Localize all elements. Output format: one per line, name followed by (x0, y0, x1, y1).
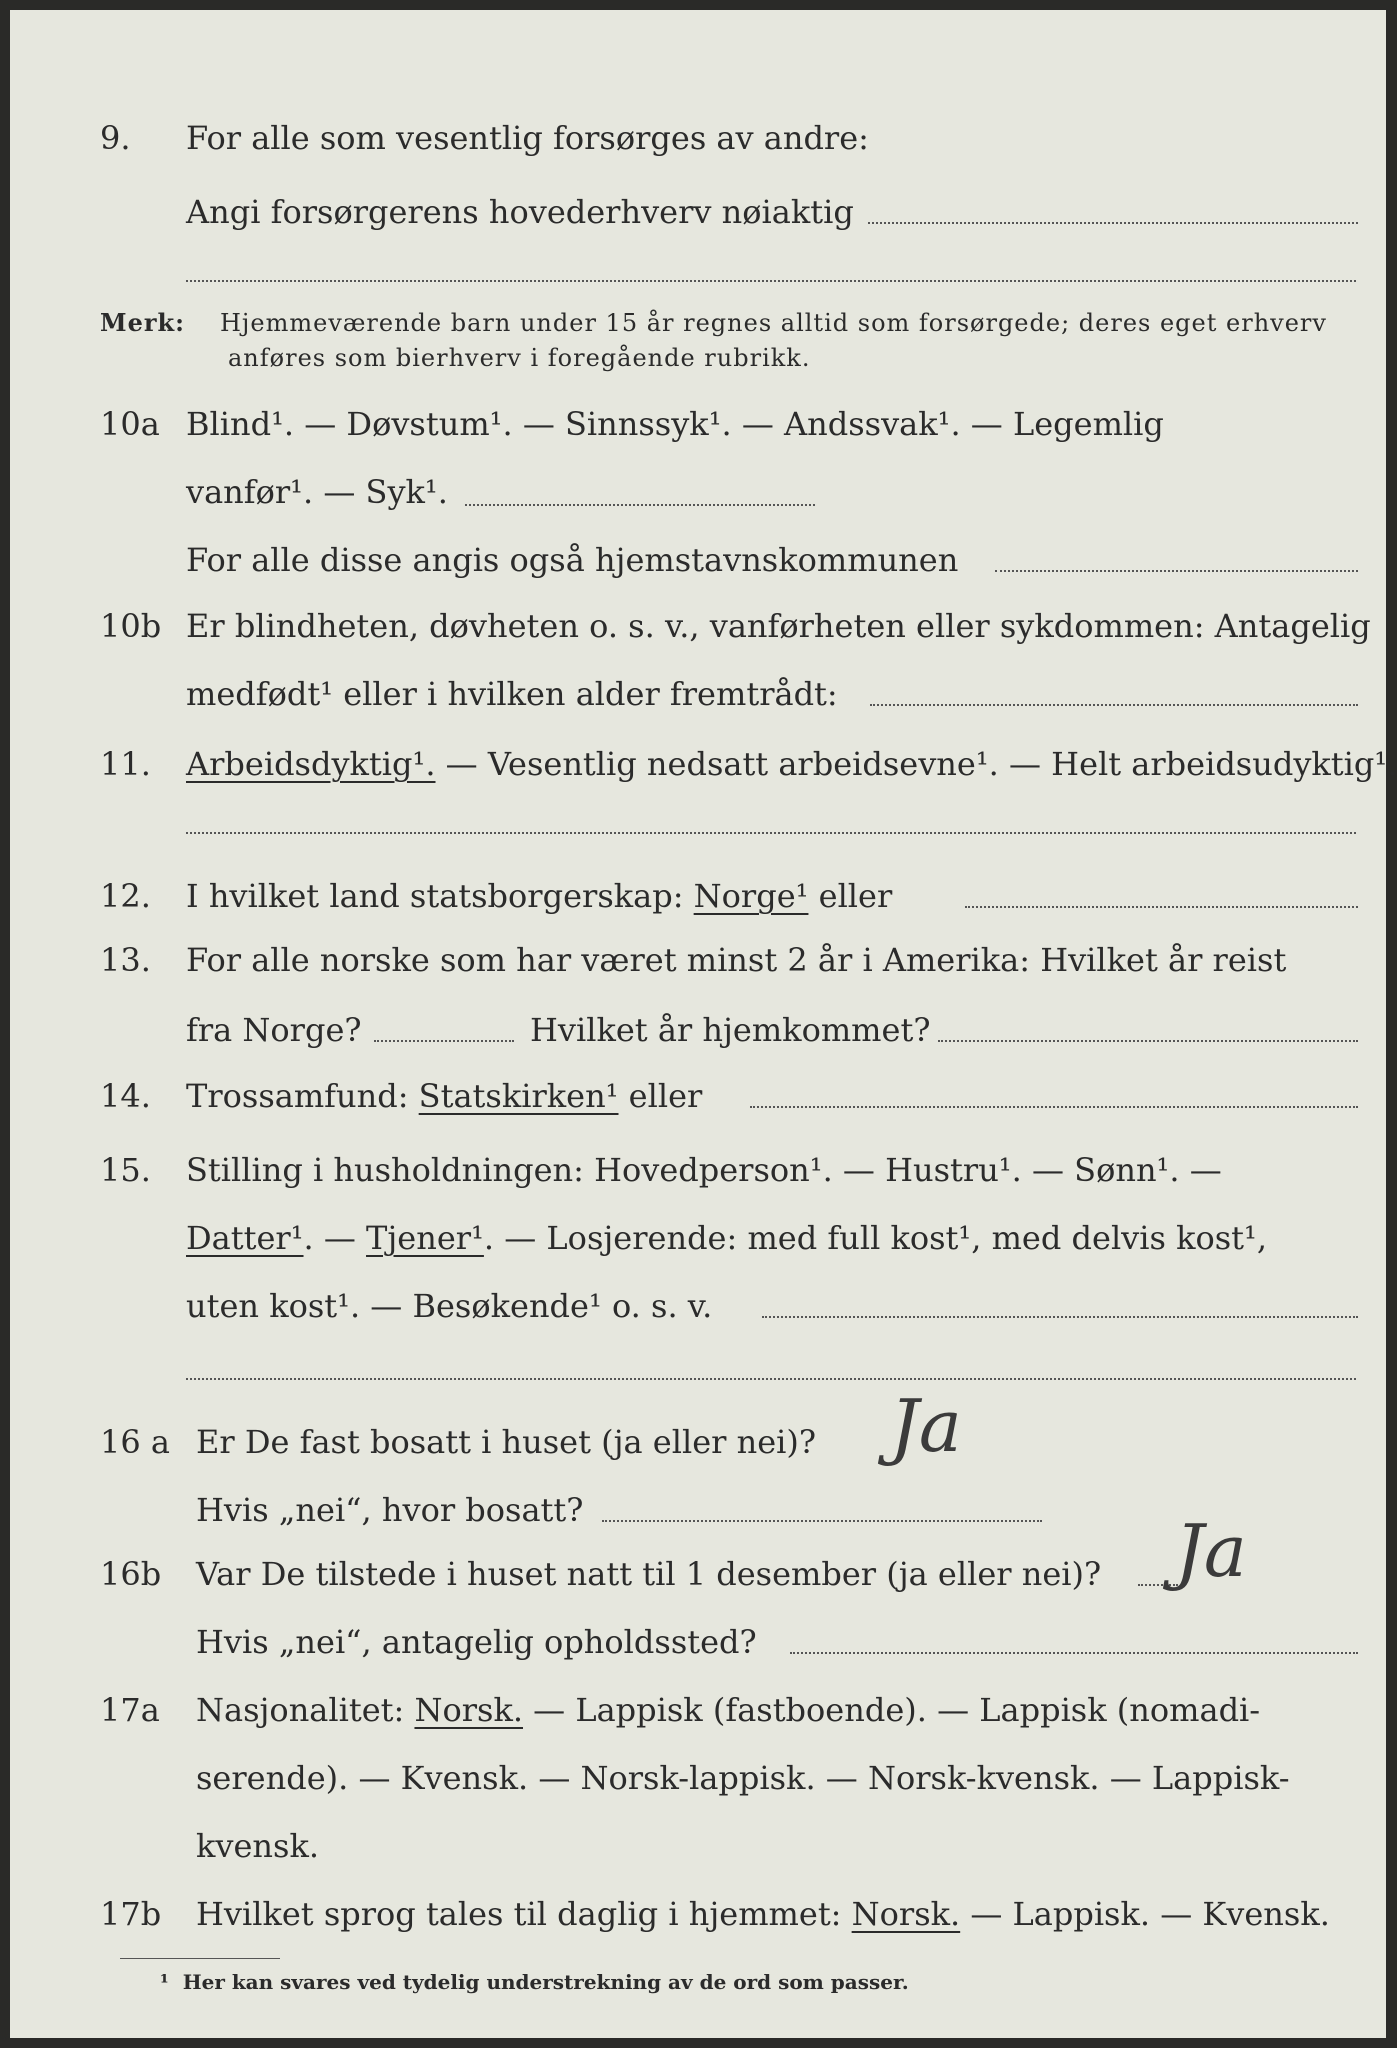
q12-post: eller (808, 877, 893, 915)
answer-line[interactable] (790, 1652, 1358, 1654)
q13-line2a: fra Norge? (186, 1011, 362, 1049)
q11-underlined-answer: Arbeidsdyktig¹. (186, 745, 436, 783)
answer-line[interactable] (374, 1040, 514, 1042)
footnote-text: Her kan svares ved tydelig understrekning av de ord som passer. (182, 1970, 909, 1994)
q11-rest: — Vesentlig nedsatt arbeidsevne¹. — Helt arbeidsudyktig¹. (435, 745, 1397, 783)
q15-underlined-datter: Datter¹ (186, 1219, 304, 1257)
census-form-page (10, 10, 1397, 2038)
q14-post: eller (618, 1077, 703, 1115)
q12-label: I hvilket land statsborgerskap: (186, 877, 694, 915)
q15-line1: Stilling i husholdningen: Hovedperson¹. — Hustru¹. — Sønn¹. — (186, 1151, 1222, 1189)
q14-text (186, 1072, 702, 1120)
q10a-line2: vanfør¹. — Syk¹. (186, 473, 448, 511)
answer-line[interactable] (1138, 1584, 1178, 1586)
note-line1: Hjemmeværende barn under 15 år regnes alltid som forsørgede; deres eget erhverv (220, 309, 1327, 337)
q17b-label: Hvilket sprog tales til daglig i hjemmet: (196, 1895, 852, 1933)
answer-line[interactable] (465, 504, 815, 506)
q17b-post: — Lappisk. — Kvensk. (960, 1895, 1330, 1933)
q16a-line1: Er De fast bosatt i huset (ja eller nei)? (196, 1423, 817, 1461)
answer-line[interactable] (868, 222, 1358, 224)
q14-label: Trossamfund: (186, 1077, 419, 1115)
question-number: 16 a (100, 1423, 170, 1461)
answer-line[interactable] (186, 280, 1356, 282)
q15-line2 (186, 1214, 1267, 1262)
question-number: 16b (100, 1555, 162, 1593)
q17a-line1-rest: — Lappisk (fastboende). — Lappisk (nomadi- (523, 1691, 1261, 1729)
q10a-line1: Blind¹. — Døvstum¹. — Sinnssyk¹. — Andssvak¹. — Legemlig (186, 405, 1164, 443)
answer-line[interactable] (995, 570, 1358, 572)
q17a-underlined-answer: Norsk. (414, 1691, 523, 1729)
q9-line1: For alle som vesentlig forsørges av andre: (186, 119, 869, 157)
answer-line[interactable] (602, 1520, 1042, 1522)
handwritten-answer: Ja (890, 1384, 962, 1468)
footnote-mark: ¹ (160, 1970, 169, 1994)
q15-line3: uten kost¹. — Besøkende¹ o. s. v. (186, 1287, 713, 1325)
q16b-line1: Var De tilstede i huset natt til 1 desember (ja eller nei)? (196, 1555, 1102, 1593)
question-number: 10b (100, 607, 162, 645)
q15-line2-rest: . — Losjerende: med full kost¹, med delvis kost¹, (483, 1219, 1268, 1257)
q17a-line2: serende). — Kvensk. — Norsk-lappisk. — Norsk-kvensk. — Lappisk- (196, 1759, 1290, 1797)
q9-line2: Angi forsørgerens hovederhverv nøiaktig (186, 193, 854, 231)
answer-line[interactable] (762, 1316, 1358, 1318)
question-number: 13. (100, 941, 151, 979)
note-label: Merk: (100, 308, 185, 337)
q16a-line2: Hvis „nei“, hvor bosatt? (196, 1491, 584, 1529)
q13-line1: For alle norske som har været minst 2 år i Amerika: Hvilket år reist (186, 941, 1287, 979)
q10a-line3: For alle disse angis også hjemstavnskommunen (186, 541, 959, 579)
answer-line[interactable] (870, 704, 1358, 706)
q13-line2b: Hvilket år hjemkommet? (530, 1011, 931, 1049)
footnote (160, 1970, 909, 1994)
question-number: 17a (100, 1691, 160, 1729)
answer-line[interactable] (965, 906, 1358, 908)
question-number: 10a (100, 405, 160, 443)
question-number: 14. (100, 1077, 151, 1115)
q15-sep: . — (303, 1219, 367, 1257)
q16b-line2: Hvis „nei“, antagelig opholdssted? (196, 1623, 757, 1661)
q17a-line3: kvensk. (196, 1827, 319, 1865)
question-number: 9. (100, 119, 131, 157)
handwritten-answer: Ja (1175, 1509, 1247, 1593)
answer-line[interactable] (186, 1378, 1356, 1380)
q12-text (186, 872, 892, 920)
note-line2: anføres som bierhverv i foregående rubrikk. (228, 344, 811, 372)
answer-line[interactable] (186, 832, 1356, 834)
q15-underlined-tjener: Tjener¹ (366, 1219, 484, 1257)
question-number: 11. (100, 745, 151, 783)
q17b-text (196, 1890, 1330, 1938)
q17a-line1 (196, 1686, 1260, 1734)
q17a-label: Nasjonalitet: (196, 1691, 415, 1729)
question-number: 15. (100, 1151, 151, 1189)
answer-line[interactable] (750, 1106, 1358, 1108)
q11-text (186, 740, 1397, 788)
q12-underlined-answer: Norge¹ (693, 877, 809, 915)
q14-underlined-answer: Statskirken¹ (418, 1077, 619, 1115)
question-number: 12. (100, 877, 151, 915)
q10b-line2: medfødt¹ eller i hvilken alder fremtrådt: (186, 675, 838, 713)
q10b-line1: Er blindheten, døvheten o. s. v., vanførheten eller sykdommen: Antagelig (186, 607, 1371, 645)
question-number: 17b (100, 1895, 162, 1933)
q17b-underlined-answer: Norsk. (851, 1895, 961, 1933)
footnote-rule (120, 1958, 280, 1959)
answer-line[interactable] (938, 1040, 1358, 1042)
